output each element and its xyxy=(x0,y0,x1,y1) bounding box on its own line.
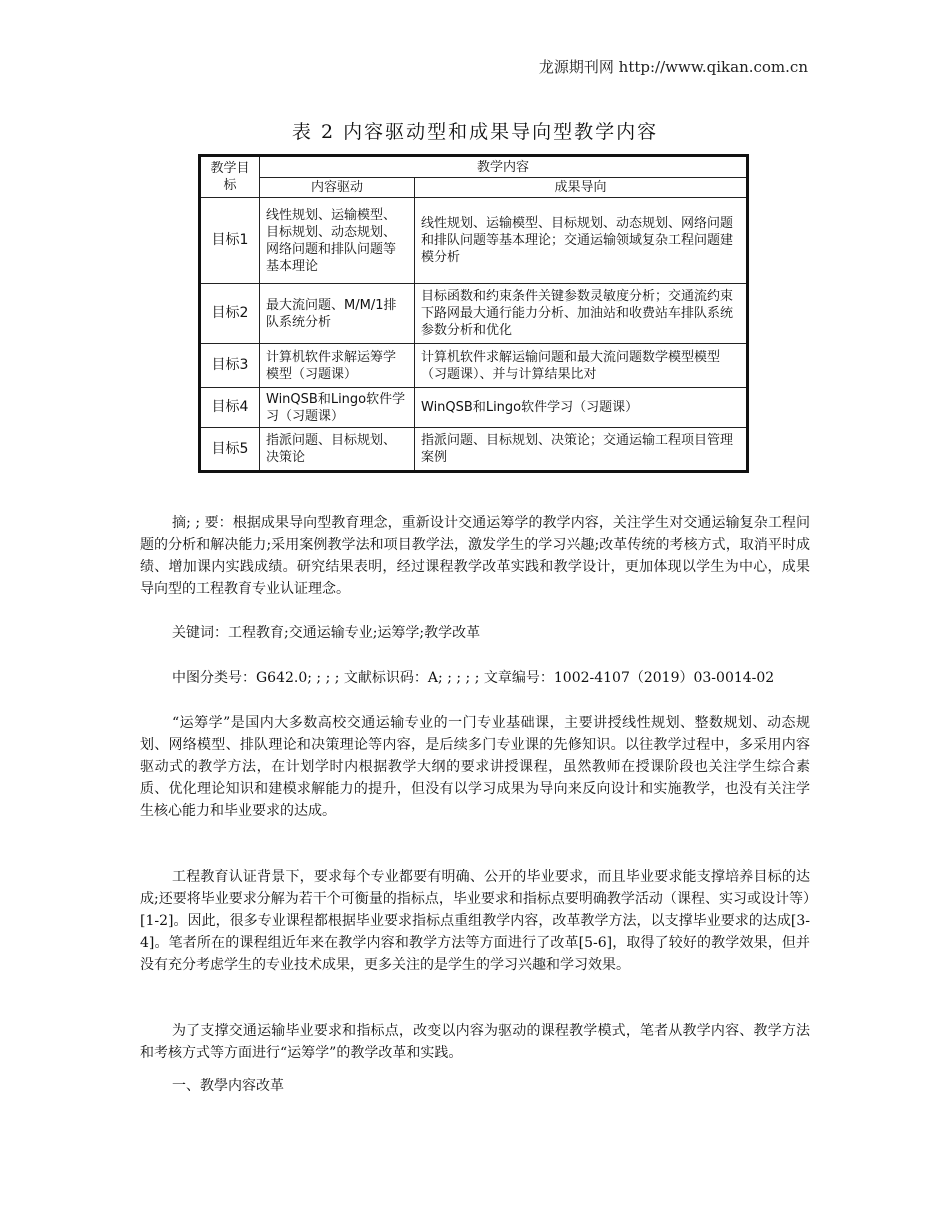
site-header: 龙源期刊网 http://www.qikan.com.cn xyxy=(538,58,808,76)
result-cell: 目标函数和约束条件关键参数灵敏度分析；交通流约束下路网最大通行能力分析、加油站和收费站车排队系统参数分析和优化 xyxy=(415,284,748,344)
paragraph-text: 为了支撑交通运输毕业要求和指标点，改变以内容为驱动的课程教学模式，笔者从教学内容、教学方法和考核方式等方面进行“运筹学”的教学改革和实践。 xyxy=(140,1023,810,1061)
table-title: 表 2 内容驱动型和成果导向型教学内容 xyxy=(291,121,659,143)
result-cell: 计算机软件求解运输问题和最大流问题数学模型模型（习题课）、并与计算结果比对 xyxy=(415,344,748,388)
abstract xyxy=(140,512,810,600)
table-row xyxy=(200,344,748,388)
table-row xyxy=(200,284,748,344)
section-heading xyxy=(140,1075,810,1097)
keywords-text: 关键词：工程教育;交通运输专业;运筹学;教学改革 xyxy=(172,625,481,641)
paragraph-text: “运筹学”是国内大多数高校交通运输专业的一门专业基础课，主要讲授线性规划、整数规划、动态规划、网络模型、排队理论和决策理论等内容，是后续多门专业课的先修知识。以往教学过程中，多采用内容驱动式的教学方法，在计划学时内根据教学大纲的要求讲授课程，虽然教师在授课阶段也关注学生综合素质、优化理论知识和建模求解能力的提升，但没有以学习成果为导向来反向设计和实施教学，也没有关注学生核心能力和毕业要求的达成。 xyxy=(140,715,810,819)
result-cell: 指派问题、目标规划、决策论；交通运输工程项目管理案例 xyxy=(415,428,748,472)
content-cell: 指派问题、目标规划、决策论 xyxy=(260,428,415,472)
header-content-driven: 内容驱动 xyxy=(260,178,415,198)
paragraph-1 xyxy=(140,712,810,822)
goal-cell: 目标2 xyxy=(200,284,260,344)
goal-cell: 目标3 xyxy=(200,344,260,388)
abstract-text: 摘; ; 要：根据成果导向型教育理念，重新设计交通运筹学的教学内容，关注学生对交通运输复杂工程问题的分析和解决能力;采用案例教学法和项目教学法，激发学生的学习兴趣;改革传统的考核方式，取消平时成绩、增加课内实践成绩。研究结果表明，经过课程教学改革实践和教学设计，更加体现以学生为中心，成果导向型的工程教育专业认证理念。 xyxy=(140,515,810,597)
paragraph-2 xyxy=(140,866,810,976)
content-cell: WinQSB和Lingo软件学习（习题课） xyxy=(260,388,415,428)
section-heading-text: 一、教學内容改革 xyxy=(172,1078,284,1094)
classification-text: 中图分类号：G642.0; ; ; ; 文献标识码：A; ; ; ; ; 文章编号：1002-4107（2019）03-0014-02 xyxy=(172,670,775,686)
goal-cell: 目标1 xyxy=(200,198,260,284)
result-cell: WinQSB和Lingo软件学习（习题课） xyxy=(415,388,748,428)
header-goal: 教学目标 xyxy=(200,156,260,198)
result-cell: 线性规划、运输模型、目标规划、动态规划、网络问题和排队问题等基本理论；交通运输领域复杂工程问题建模分析 xyxy=(415,198,748,284)
keywords xyxy=(140,622,810,644)
goal-cell: 目标4 xyxy=(200,388,260,428)
content-table xyxy=(198,154,749,473)
header-outcome-based: 成果导向 xyxy=(415,178,748,198)
classification xyxy=(140,667,810,689)
content-cell: 线性规划、运输模型、目标规划、动态规划、网络问题和排队问题等基本理论 xyxy=(260,198,415,284)
paragraph-text: 工程教育认证背景下，要求每个专业都要有明确、公开的毕业要求，而且毕业要求能支撑培养目标的达成;还要将毕业要求分解为若干个可衡量的指标点，毕业要求和指标点要明确教学活动（课程、实习或设计等）[1-2]。因此，很多专业课程都根据毕业要求指标点重组教学内容，改革教学方法，以支撑毕业要求的达成[3-4]。笔者所在的课程组近年来在教学内容和教学方法等方面进行了改革[5-6]，取得了较好的教学效果，但并没有充分考虑学生的专业技术成果，更多关注的是学生的学习兴趣和学习效果。 xyxy=(140,869,810,973)
goal-cell: 目标5 xyxy=(200,428,260,472)
table-row xyxy=(200,198,748,284)
table-row xyxy=(200,388,748,428)
table-row xyxy=(200,428,748,472)
header-content: 教学内容 xyxy=(260,156,748,178)
paragraph-3 xyxy=(140,1020,810,1064)
content-cell: 计算机软件求解运筹学模型（习题课） xyxy=(260,344,415,388)
content-cell: 最大流问题、M/M/1排队系统分析 xyxy=(260,284,415,344)
